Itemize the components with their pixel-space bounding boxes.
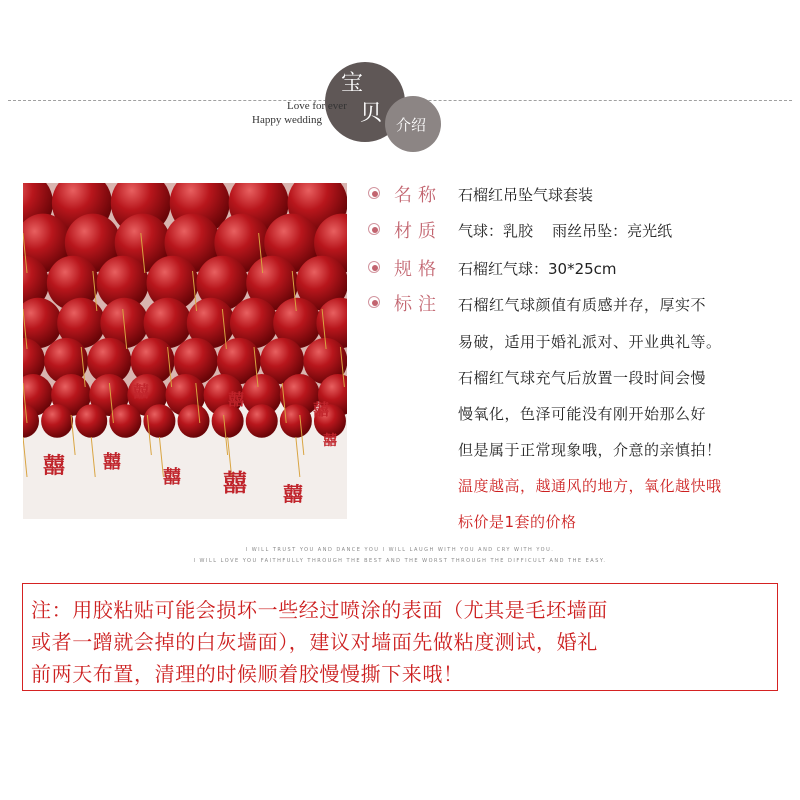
balloon-shape [75,404,107,438]
warning-line: 或者一蹭就会掉的白灰墙面），建议对墙面先做粘度测试，婚礼 [31,630,598,654]
xi-character: 囍 [283,482,303,506]
spec-value: 石榴红吊坠气球套装 [458,186,594,204]
note-line-red: 温度越高，越通风的地方，氧化越快哦 [458,477,722,495]
spec-label: 规格 [394,259,442,280]
title-char-1: 宝 [341,71,364,96]
bullet-icon [368,187,382,201]
spec-value: 气球：乳胶 雨丝吊坠：亮光纸 [458,222,673,240]
note-line: 石榴红气球颜值有质感并存，厚实不 [458,296,707,314]
tiny-quote-line: I WILL TRUST YOU AND DANCE YOU I WILL LAUGH WITH YOU AND CRY WITH YOU. [245,547,555,553]
xi-character: 囍 [313,400,330,419]
spec-value: 石榴红气球：30*25cm [458,260,617,278]
tiny-quote-line: I WILL LOVE YOU FAITHFULLY THROUGH THE BEST AND THE WORST THROUGH THE DIFFICULT AND THE EASY. [193,558,607,564]
xi-character: 囍 [133,382,150,401]
xi-character: 囍 [228,390,245,409]
balloon-shape [41,404,73,438]
warning-box [22,583,778,691]
balloon-shape [246,404,278,438]
balloon-shape [212,404,244,438]
bullet-icon [368,223,382,237]
note-line-red: 标价是1套的价格 [458,513,577,531]
xi-character: 囍 [43,453,66,479]
bullet-icon [368,296,382,310]
note-line: 易破，适用于婚礼派对、开业典礼等。 [458,333,722,351]
note-line: 慢氧化，色泽可能没有刚开始那么好 [458,405,707,423]
balloon-shape [109,404,141,438]
wedding-text: Happy wedding [252,114,322,126]
xi-character: 囍 [103,452,121,473]
bullet-icon [368,261,382,275]
note-line: 石榴红气球充气后放置一段时间会慢 [458,369,707,387]
xi-character: 囍 [163,467,181,488]
spec-label: 材质 [394,221,442,242]
warning-line: 前两天布置，清理的时候顺着胶慢慢撕下来哦！ [31,662,464,686]
spec-row-name [0,176,800,212]
love-text: Love for ever [287,100,347,112]
title-small-text: 介绍 [396,116,427,134]
spec-label: 名称 [394,185,442,206]
spec-label: 标注 [394,294,442,315]
note-line: 但是属于正常现象哦，介意的亲慎拍！ [458,441,722,459]
spec-row-size [0,250,800,286]
spec-row-material [0,212,800,248]
warning-line: 注：用胶粘贴可能会损坏一些经过喷涂的表面（尤其是毛坯墙面 [31,598,608,622]
title-char-2: 贝 [360,101,383,126]
xi-character: 囍 [323,433,337,449]
balloon-shape [178,404,210,438]
xi-character: 囍 [223,468,247,497]
